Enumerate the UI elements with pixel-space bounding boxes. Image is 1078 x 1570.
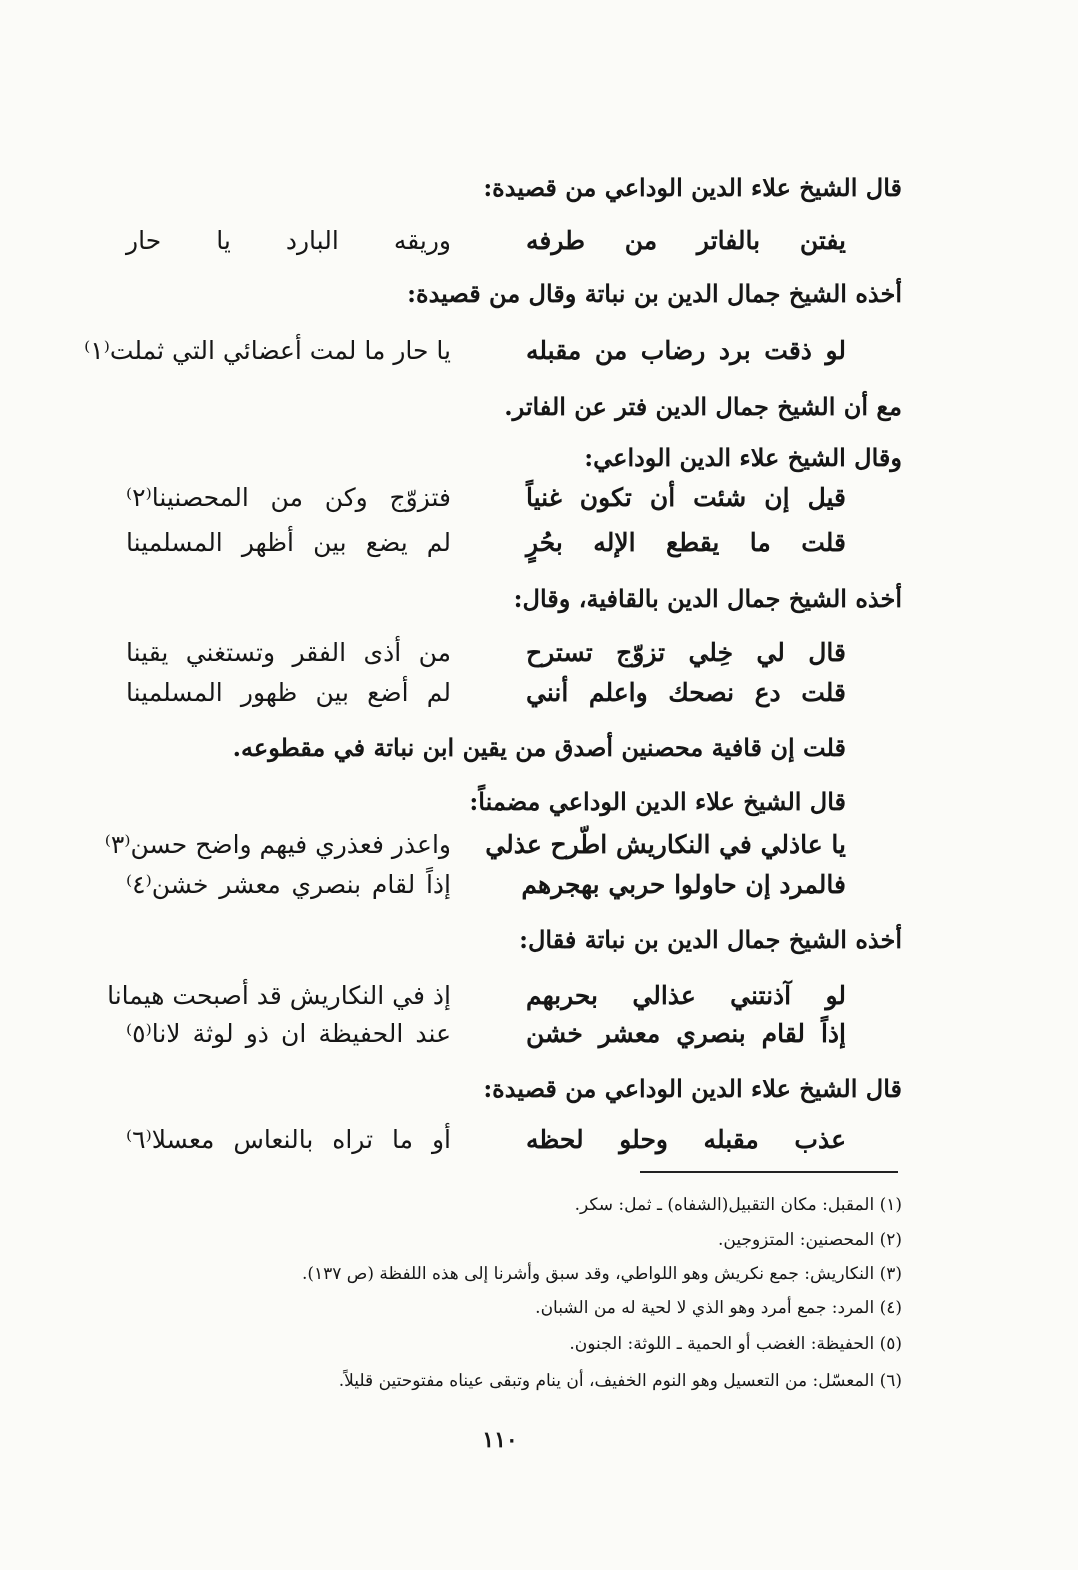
prose-line: قلت إن قافية محصنين أصدق من يقين ابن نباتة في مقطوعه.: [232, 733, 846, 762]
prose-line: قال الشيخ علاء الدين الوداعي من قصيدة:: [483, 1074, 902, 1103]
verse-hemistich-first: لو ذقت برد رضاب من مقبله: [526, 336, 846, 365]
verse-hemistich-first: قيل إن شئت أن تكون غنياً: [526, 483, 846, 512]
verse-hemistich-second: لم يضع بين أظهر المسلمينا: [126, 528, 451, 557]
prose-line: مع أن الشيخ جمال الدين فتر عن الفاتر.: [504, 392, 902, 421]
verse-line: [107, 976, 846, 1016]
footnote: (٦) المعسّل: من التعسيل وهو النوم الخفيف، أن ينام وتبقى عيناه مفتوحتين قليلاً.: [338, 1371, 902, 1391]
verse-hemistich-first: قلت ما يقطع الإله بحُرٍ: [526, 528, 846, 557]
verse-line: [126, 865, 846, 905]
verse-hemistich-second: لم أضع بين ظهور المسلمينا: [126, 678, 451, 707]
verse-line: [126, 221, 846, 261]
footnote: (٥) الحفيظة: الغضب أو الحمية ـ اللوثة: الجنون.: [569, 1334, 902, 1354]
prose-line: أخذه الشيخ جمال الدين بن نباتة وقال من قصيدة:: [407, 279, 902, 308]
page-number: ١١٠: [482, 1427, 518, 1453]
verse-line: [84, 331, 846, 371]
verse-hemistich-second: عند الحفيظة ان ذو لوثة لانا⁽٥⁾: [126, 1019, 451, 1048]
verse-line: [126, 523, 846, 563]
footnote: (٤) المرد: جمع أمرد وهو الذي لا لحية له من الشبان.: [535, 1298, 902, 1318]
verse-hemistich-second: إذاً لقام بنصري معشر خشن⁽٤⁾: [126, 870, 451, 899]
prose-line: أخذه الشيخ جمال الدين بن نباتة فقال:: [519, 925, 902, 954]
verse-hemistich-first: قلت دع نصحك واعلم أنني: [526, 678, 846, 707]
verse-line: [126, 1120, 846, 1160]
verse-hemistich-second: فتزوّج وكن من المحصنينا⁽٢⁾: [126, 483, 451, 512]
prose-line: قال الشيخ علاء الدين الوداعي من قصيدة:: [483, 173, 902, 202]
footnote-separator: [640, 1171, 898, 1173]
verse-hemistich-second: من أذى الفقر وتستغني يقينا: [126, 638, 451, 667]
verse-hemistich-first: فالمرد إن حاولوا حربي بهجرهم: [521, 870, 846, 899]
verse-hemistich-first: يفتن بالفاتر من طرفه: [526, 226, 846, 255]
verse-line: [126, 478, 846, 518]
footnote: (٢) المحصنين: المتزوجين.: [717, 1230, 902, 1250]
verse-hemistich-first: يا عاذلي في النكاريش اطّرح عذلي: [485, 830, 846, 859]
verse-line: [104, 825, 846, 865]
verse-hemistich-second: وريقه البارد يا حار: [126, 226, 451, 255]
prose-line: قال الشيخ علاء الدين الوداعي مضمناً:: [469, 787, 846, 816]
verse-line: [126, 633, 846, 673]
verse-hemistich-second: واعذر فعذري فيهم واضح حسن⁽٣⁾: [104, 830, 451, 859]
prose-line: وقال الشيخ علاء الدين الوداعي:: [584, 443, 902, 472]
verse-line: [126, 673, 846, 713]
verse-hemistich-first: عذب مقبله وحلو لحظه: [526, 1125, 846, 1154]
verse-hemistich-first: قال لي خِلي تزوّج تسترح: [526, 638, 846, 667]
footnote: (٣) النكاريش: جمع نكريش وهو اللواطي، وقد سبق وأشرنا إلى هذه اللفظة (ص ١٣٧).: [301, 1264, 902, 1284]
verse-hemistich-second: أو ما تراه بالنعاس معسلا⁽٦⁾: [126, 1125, 451, 1154]
prose-line: أخذه الشيخ جمال الدين بالقافية، وقال:: [513, 584, 902, 613]
footnote: (١) المقبل: مكان التقبيل(الشفاه) ـ ثمل: سكر.: [574, 1195, 902, 1215]
verse-hemistich-second: يا حار ما لمت أعضائي التي ثملت⁽١⁾: [84, 336, 451, 365]
verse-hemistich-second: إذ في النكاريش قد أصبحت هيمانا: [107, 981, 451, 1010]
verse-hemistich-first: لو آذنتني عذالي بحربهم: [526, 981, 846, 1010]
verse-line: [126, 1014, 846, 1054]
verse-hemistich-first: إذاً لقام بنصري معشر خشن: [526, 1019, 846, 1048]
